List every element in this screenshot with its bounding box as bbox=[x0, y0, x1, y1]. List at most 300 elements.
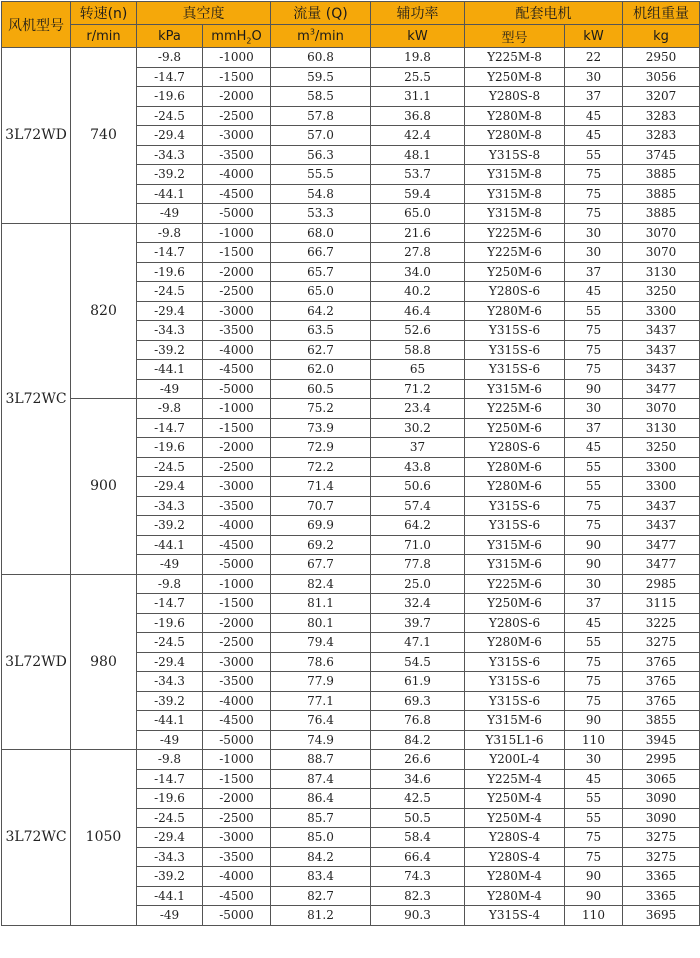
vacuum-mmh2o-cell: -1000 bbox=[203, 574, 271, 594]
flow-cell: 65.0 bbox=[271, 282, 371, 302]
weight-cell: 3275 bbox=[623, 828, 700, 848]
fan-spec-table bbox=[1, 1, 700, 926]
motor-kw-cell: 45 bbox=[565, 282, 623, 302]
motor-model-cell: Y315M-6 bbox=[465, 711, 565, 731]
power-cell: 48.1 bbox=[371, 145, 465, 165]
flow-cell: 60.8 bbox=[271, 48, 371, 68]
motor-kw-cell: 30 bbox=[565, 750, 623, 770]
vacuum-mmh2o-cell: -4500 bbox=[203, 711, 271, 731]
vacuum-kpa-cell: -49 bbox=[137, 906, 203, 926]
weight-cell: 3885 bbox=[623, 165, 700, 185]
vacuum-kpa-cell: -49 bbox=[137, 730, 203, 750]
weight-cell: 3855 bbox=[623, 711, 700, 731]
weight-cell: 2985 bbox=[623, 574, 700, 594]
motor-kw-cell: 75 bbox=[565, 516, 623, 536]
vacuum-mmh2o-cell: -4000 bbox=[203, 516, 271, 536]
vacuum-kpa-cell: -14.7 bbox=[137, 67, 203, 87]
power-cell: 54.5 bbox=[371, 652, 465, 672]
motor-kw-cell: 37 bbox=[565, 87, 623, 107]
vacuum-mmh2o-cell: -3000 bbox=[203, 477, 271, 497]
table-row bbox=[2, 399, 700, 419]
flow-cell: 88.7 bbox=[271, 750, 371, 770]
power-cell: 39.7 bbox=[371, 613, 465, 633]
motor-model-cell: Y315M-6 bbox=[465, 555, 565, 575]
vacuum-mmh2o-cell: -3500 bbox=[203, 145, 271, 165]
vacuum-mmh2o-cell: -4000 bbox=[203, 867, 271, 887]
weight-cell: 3300 bbox=[623, 301, 700, 321]
power-cell: 74.3 bbox=[371, 867, 465, 887]
power-cell: 31.1 bbox=[371, 87, 465, 107]
vacuum-kpa-cell: -14.7 bbox=[137, 243, 203, 263]
vacuum-mmh2o-cell: -5000 bbox=[203, 204, 271, 224]
vacuum-kpa-cell: -44.1 bbox=[137, 886, 203, 906]
power-cell: 84.2 bbox=[371, 730, 465, 750]
power-cell: 69.3 bbox=[371, 691, 465, 711]
table-row bbox=[2, 574, 700, 594]
weight-cell: 3250 bbox=[623, 282, 700, 302]
vacuum-mmh2o-cell: -4000 bbox=[203, 340, 271, 360]
motor-model-cell: Y280M-6 bbox=[465, 633, 565, 653]
flow-cell: 56.3 bbox=[271, 145, 371, 165]
weight-cell: 3437 bbox=[623, 496, 700, 516]
vacuum-kpa-cell: -39.2 bbox=[137, 165, 203, 185]
vacuum-kpa-cell: -34.3 bbox=[137, 145, 203, 165]
weight-cell: 3065 bbox=[623, 769, 700, 789]
motor-model-cell: Y225M-6 bbox=[465, 574, 565, 594]
power-cell: 34.6 bbox=[371, 769, 465, 789]
model-cell: 3L72WC bbox=[2, 223, 71, 574]
vacuum-mmh2o-cell: -3500 bbox=[203, 496, 271, 516]
power-cell: 25.0 bbox=[371, 574, 465, 594]
motor-model-cell: Y315L1-6 bbox=[465, 730, 565, 750]
model-cell: 3L72WD bbox=[2, 48, 71, 224]
motor-kw-cell: 75 bbox=[565, 321, 623, 341]
motor-kw-cell: 90 bbox=[565, 555, 623, 575]
power-cell: 30.2 bbox=[371, 418, 465, 438]
motor-kw-cell: 37 bbox=[565, 418, 623, 438]
motor-model-cell: Y280S-6 bbox=[465, 613, 565, 633]
power-cell: 58.8 bbox=[371, 340, 465, 360]
motor-model-cell: Y250M-8 bbox=[465, 67, 565, 87]
motor-model-cell: Y280M-8 bbox=[465, 106, 565, 126]
flow-cell: 54.8 bbox=[271, 184, 371, 204]
vacuum-mmh2o-cell: -2000 bbox=[203, 789, 271, 809]
unit-motor-kw: kW bbox=[565, 25, 623, 48]
vacuum-kpa-cell: -44.1 bbox=[137, 535, 203, 555]
power-cell: 65 bbox=[371, 360, 465, 380]
flow-cell: 59.5 bbox=[271, 67, 371, 87]
motor-kw-cell: 45 bbox=[565, 769, 623, 789]
weight-cell: 3283 bbox=[623, 106, 700, 126]
vacuum-mmh2o-cell: -1500 bbox=[203, 67, 271, 87]
weight-cell: 3300 bbox=[623, 457, 700, 477]
vacuum-kpa-cell: -9.8 bbox=[137, 48, 203, 68]
weight-cell: 3130 bbox=[623, 262, 700, 282]
flow-cell: 62.7 bbox=[271, 340, 371, 360]
flow-cell: 62.0 bbox=[271, 360, 371, 380]
vacuum-mmh2o-cell: -1500 bbox=[203, 594, 271, 614]
power-cell: 77.8 bbox=[371, 555, 465, 575]
vacuum-kpa-cell: -24.5 bbox=[137, 457, 203, 477]
vacuum-mmh2o-cell: -2000 bbox=[203, 262, 271, 282]
motor-model-cell: Y315S-6 bbox=[465, 496, 565, 516]
vacuum-mmh2o-cell: -2500 bbox=[203, 282, 271, 302]
motor-kw-cell: 30 bbox=[565, 223, 623, 243]
unit-speed: r/min bbox=[71, 25, 137, 48]
weight-cell: 3437 bbox=[623, 321, 700, 341]
vacuum-kpa-cell: -14.7 bbox=[137, 594, 203, 614]
power-cell: 71.2 bbox=[371, 379, 465, 399]
vacuum-kpa-cell: -39.2 bbox=[137, 340, 203, 360]
motor-model-cell: Y315M-6 bbox=[465, 535, 565, 555]
flow-cell: 58.5 bbox=[271, 87, 371, 107]
motor-kw-cell: 75 bbox=[565, 652, 623, 672]
flow-cell: 85.0 bbox=[271, 828, 371, 848]
flow-cell: 77.9 bbox=[271, 672, 371, 692]
vacuum-mmh2o-cell: -5000 bbox=[203, 730, 271, 750]
header-row-1 bbox=[2, 2, 700, 25]
vacuum-kpa-cell: -9.8 bbox=[137, 399, 203, 419]
motor-model-cell: Y315S-6 bbox=[465, 360, 565, 380]
motor-kw-cell: 75 bbox=[565, 691, 623, 711]
vacuum-kpa-cell: -44.1 bbox=[137, 184, 203, 204]
motor-kw-cell: 45 bbox=[565, 106, 623, 126]
power-cell: 82.3 bbox=[371, 886, 465, 906]
motor-model-cell: Y250M-6 bbox=[465, 262, 565, 282]
power-cell: 23.4 bbox=[371, 399, 465, 419]
power-cell: 37 bbox=[371, 438, 465, 458]
power-cell: 21.6 bbox=[371, 223, 465, 243]
motor-model-cell: Y280M-6 bbox=[465, 477, 565, 497]
motor-kw-cell: 55 bbox=[565, 808, 623, 828]
motor-model-cell: Y225M-6 bbox=[465, 223, 565, 243]
motor-model-cell: Y225M-4 bbox=[465, 769, 565, 789]
vacuum-kpa-cell: -29.4 bbox=[137, 477, 203, 497]
vacuum-kpa-cell: -19.6 bbox=[137, 87, 203, 107]
header-motor: 配套电机 bbox=[465, 2, 623, 25]
motor-kw-cell: 75 bbox=[565, 184, 623, 204]
power-cell: 26.6 bbox=[371, 750, 465, 770]
motor-kw-cell: 45 bbox=[565, 438, 623, 458]
motor-kw-cell: 90 bbox=[565, 886, 623, 906]
vacuum-kpa-cell: -39.2 bbox=[137, 691, 203, 711]
table-row bbox=[2, 48, 700, 68]
speed-cell: 820 bbox=[71, 223, 137, 399]
flow-cell: 72.9 bbox=[271, 438, 371, 458]
power-cell: 36.8 bbox=[371, 106, 465, 126]
header-vacuum: 真空度 bbox=[137, 2, 271, 25]
flow-cell: 60.5 bbox=[271, 379, 371, 399]
weight-cell: 3300 bbox=[623, 477, 700, 497]
motor-model-cell: Y315S-4 bbox=[465, 906, 565, 926]
vacuum-mmh2o-cell: -3500 bbox=[203, 321, 271, 341]
unit-motor-model: 型号 bbox=[465, 25, 565, 48]
flow-cell: 80.1 bbox=[271, 613, 371, 633]
weight-cell: 3275 bbox=[623, 847, 700, 867]
motor-model-cell: Y280M-8 bbox=[465, 126, 565, 146]
power-cell: 52.6 bbox=[371, 321, 465, 341]
motor-model-cell: Y225M-6 bbox=[465, 399, 565, 419]
vacuum-kpa-cell: -29.4 bbox=[137, 652, 203, 672]
motor-model-cell: Y250M-6 bbox=[465, 594, 565, 614]
flow-cell: 78.6 bbox=[271, 652, 371, 672]
vacuum-mmh2o-cell: -1500 bbox=[203, 418, 271, 438]
vacuum-mmh2o-cell: -3000 bbox=[203, 301, 271, 321]
motor-kw-cell: 55 bbox=[565, 301, 623, 321]
vacuum-kpa-cell: -14.7 bbox=[137, 769, 203, 789]
flow-cell: 72.2 bbox=[271, 457, 371, 477]
motor-kw-cell: 45 bbox=[565, 126, 623, 146]
power-cell: 66.4 bbox=[371, 847, 465, 867]
vacuum-mmh2o-cell: -5000 bbox=[203, 906, 271, 926]
motor-kw-cell: 75 bbox=[565, 847, 623, 867]
motor-kw-cell: 110 bbox=[565, 906, 623, 926]
vacuum-kpa-cell: -34.3 bbox=[137, 496, 203, 516]
vacuum-kpa-cell: -34.3 bbox=[137, 321, 203, 341]
weight-cell: 3070 bbox=[623, 399, 700, 419]
motor-model-cell: Y315S-6 bbox=[465, 321, 565, 341]
flow-cell: 74.9 bbox=[271, 730, 371, 750]
motor-model-cell: Y315M-8 bbox=[465, 165, 565, 185]
weight-cell: 3885 bbox=[623, 184, 700, 204]
motor-model-cell: Y315S-6 bbox=[465, 652, 565, 672]
weight-cell: 3477 bbox=[623, 555, 700, 575]
power-cell: 43.8 bbox=[371, 457, 465, 477]
weight-cell: 3477 bbox=[623, 379, 700, 399]
motor-kw-cell: 30 bbox=[565, 399, 623, 419]
vacuum-kpa-cell: -39.2 bbox=[137, 516, 203, 536]
power-cell: 34.0 bbox=[371, 262, 465, 282]
power-cell: 71.0 bbox=[371, 535, 465, 555]
motor-kw-cell: 90 bbox=[565, 379, 623, 399]
flow-cell: 73.9 bbox=[271, 418, 371, 438]
motor-model-cell: Y280S-4 bbox=[465, 847, 565, 867]
flow-cell: 68.0 bbox=[271, 223, 371, 243]
motor-model-cell: Y280M-4 bbox=[465, 886, 565, 906]
vacuum-kpa-cell: -9.8 bbox=[137, 750, 203, 770]
power-cell: 25.5 bbox=[371, 67, 465, 87]
motor-model-cell: Y315S-8 bbox=[465, 145, 565, 165]
vacuum-mmh2o-cell: -1000 bbox=[203, 48, 271, 68]
motor-kw-cell: 90 bbox=[565, 867, 623, 887]
vacuum-mmh2o-cell: -1000 bbox=[203, 223, 271, 243]
motor-kw-cell: 55 bbox=[565, 457, 623, 477]
flow-cell: 79.4 bbox=[271, 633, 371, 653]
weight-cell: 3745 bbox=[623, 145, 700, 165]
motor-model-cell: Y280M-6 bbox=[465, 457, 565, 477]
vacuum-mmh2o-cell: -2000 bbox=[203, 438, 271, 458]
flow-cell: 66.7 bbox=[271, 243, 371, 263]
flow-cell: 81.2 bbox=[271, 906, 371, 926]
power-cell: 90.3 bbox=[371, 906, 465, 926]
vacuum-mmh2o-cell: -5000 bbox=[203, 555, 271, 575]
motor-model-cell: Y280S-6 bbox=[465, 282, 565, 302]
power-cell: 65.0 bbox=[371, 204, 465, 224]
vacuum-mmh2o-cell: -3000 bbox=[203, 652, 271, 672]
weight-cell: 3090 bbox=[623, 808, 700, 828]
weight-cell: 3283 bbox=[623, 126, 700, 146]
speed-cell: 1050 bbox=[71, 750, 137, 926]
weight-cell: 3056 bbox=[623, 67, 700, 87]
power-cell: 64.2 bbox=[371, 516, 465, 536]
motor-model-cell: Y280S-8 bbox=[465, 87, 565, 107]
motor-model-cell: Y315M-6 bbox=[465, 379, 565, 399]
vacuum-kpa-cell: -24.5 bbox=[137, 633, 203, 653]
header-weight: 机组重量 bbox=[623, 2, 700, 25]
power-cell: 27.8 bbox=[371, 243, 465, 263]
vacuum-mmh2o-cell: -1500 bbox=[203, 769, 271, 789]
vacuum-mmh2o-cell: -2500 bbox=[203, 457, 271, 477]
vacuum-mmh2o-cell: -3500 bbox=[203, 847, 271, 867]
vacuum-kpa-cell: -9.8 bbox=[137, 574, 203, 594]
weight-cell: 3225 bbox=[623, 613, 700, 633]
vacuum-kpa-cell: -29.4 bbox=[137, 828, 203, 848]
motor-kw-cell: 75 bbox=[565, 496, 623, 516]
weight-cell: 3250 bbox=[623, 438, 700, 458]
vacuum-mmh2o-cell: -3000 bbox=[203, 126, 271, 146]
flow-cell: 71.4 bbox=[271, 477, 371, 497]
motor-model-cell: Y315S-6 bbox=[465, 516, 565, 536]
motor-model-cell: Y280S-6 bbox=[465, 438, 565, 458]
power-cell: 50.6 bbox=[371, 477, 465, 497]
flow-cell: 82.4 bbox=[271, 574, 371, 594]
vacuum-mmh2o-cell: -4500 bbox=[203, 360, 271, 380]
vacuum-kpa-cell: -29.4 bbox=[137, 301, 203, 321]
vacuum-kpa-cell: -49 bbox=[137, 379, 203, 399]
flow-cell: 81.1 bbox=[271, 594, 371, 614]
motor-kw-cell: 75 bbox=[565, 340, 623, 360]
motor-kw-cell: 110 bbox=[565, 730, 623, 750]
weight-cell: 3365 bbox=[623, 886, 700, 906]
motor-model-cell: Y315M-8 bbox=[465, 204, 565, 224]
weight-cell: 3275 bbox=[623, 633, 700, 653]
vacuum-kpa-cell: -19.6 bbox=[137, 438, 203, 458]
weight-cell: 3437 bbox=[623, 360, 700, 380]
motor-model-cell: Y315M-8 bbox=[465, 184, 565, 204]
motor-kw-cell: 55 bbox=[565, 145, 623, 165]
flow-cell: 84.2 bbox=[271, 847, 371, 867]
weight-cell: 3885 bbox=[623, 204, 700, 224]
table-body bbox=[2, 48, 700, 926]
flow-cell: 83.4 bbox=[271, 867, 371, 887]
motor-kw-cell: 30 bbox=[565, 243, 623, 263]
power-cell: 46.4 bbox=[371, 301, 465, 321]
weight-cell: 3945 bbox=[623, 730, 700, 750]
motor-kw-cell: 37 bbox=[565, 262, 623, 282]
power-cell: 19.8 bbox=[371, 48, 465, 68]
model-cell: 3L72WC bbox=[2, 750, 71, 926]
power-cell: 58.4 bbox=[371, 828, 465, 848]
speed-cell: 900 bbox=[71, 399, 137, 575]
vacuum-mmh2o-cell: -4000 bbox=[203, 165, 271, 185]
vacuum-kpa-cell: -24.5 bbox=[137, 282, 203, 302]
vacuum-kpa-cell: -44.1 bbox=[137, 711, 203, 731]
motor-kw-cell: 75 bbox=[565, 672, 623, 692]
weight-cell: 2995 bbox=[623, 750, 700, 770]
vacuum-kpa-cell: -24.5 bbox=[137, 106, 203, 126]
vacuum-kpa-cell: -34.3 bbox=[137, 847, 203, 867]
weight-cell: 3115 bbox=[623, 594, 700, 614]
motor-model-cell: Y225M-8 bbox=[465, 48, 565, 68]
motor-kw-cell: 22 bbox=[565, 48, 623, 68]
power-cell: 50.5 bbox=[371, 808, 465, 828]
vacuum-kpa-cell: -9.8 bbox=[137, 223, 203, 243]
motor-kw-cell: 55 bbox=[565, 633, 623, 653]
vacuum-kpa-cell: -24.5 bbox=[137, 808, 203, 828]
vacuum-kpa-cell: -19.6 bbox=[137, 613, 203, 633]
model-cell: 3L72WD bbox=[2, 574, 71, 750]
flow-cell: 63.5 bbox=[271, 321, 371, 341]
flow-cell: 77.1 bbox=[271, 691, 371, 711]
motor-kw-cell: 75 bbox=[565, 828, 623, 848]
motor-model-cell: Y250M-4 bbox=[465, 808, 565, 828]
motor-model-cell: Y250M-6 bbox=[465, 418, 565, 438]
flow-cell: 57.0 bbox=[271, 126, 371, 146]
power-cell: 59.4 bbox=[371, 184, 465, 204]
motor-model-cell: Y225M-6 bbox=[465, 243, 565, 263]
vacuum-mmh2o-cell: -2000 bbox=[203, 87, 271, 107]
motor-kw-cell: 30 bbox=[565, 574, 623, 594]
weight-cell: 3130 bbox=[623, 418, 700, 438]
flow-cell: 86.4 bbox=[271, 789, 371, 809]
speed-cell: 740 bbox=[71, 48, 137, 224]
flow-cell: 64.2 bbox=[271, 301, 371, 321]
motor-kw-cell: 30 bbox=[565, 67, 623, 87]
motor-kw-cell: 90 bbox=[565, 711, 623, 731]
vacuum-mmh2o-cell: -4500 bbox=[203, 886, 271, 906]
vacuum-kpa-cell: -49 bbox=[137, 204, 203, 224]
unit-flow: $m^3/\min$ bbox=[271, 25, 371, 48]
flow-cell: 69.9 bbox=[271, 516, 371, 536]
vacuum-kpa-cell: -29.4 bbox=[137, 126, 203, 146]
header-row-2 bbox=[2, 25, 700, 48]
vacuum-mmh2o-cell: -3000 bbox=[203, 828, 271, 848]
vacuum-mmh2o-cell: -4500 bbox=[203, 184, 271, 204]
flow-cell: 57.8 bbox=[271, 106, 371, 126]
motor-model-cell: Y315S-6 bbox=[465, 340, 565, 360]
vacuum-mmh2o-cell: -2000 bbox=[203, 613, 271, 633]
flow-cell: 53.3 bbox=[271, 204, 371, 224]
motor-model-cell: Y280S-4 bbox=[465, 828, 565, 848]
vacuum-kpa-cell: -44.1 bbox=[137, 360, 203, 380]
vacuum-kpa-cell: -39.2 bbox=[137, 867, 203, 887]
power-cell: 53.7 bbox=[371, 165, 465, 185]
table-row bbox=[2, 750, 700, 770]
power-cell: 32.4 bbox=[371, 594, 465, 614]
vacuum-mmh2o-cell: -1500 bbox=[203, 243, 271, 263]
vacuum-kpa-cell: -19.6 bbox=[137, 789, 203, 809]
vacuum-kpa-cell: -34.3 bbox=[137, 672, 203, 692]
vacuum-mmh2o-cell: -2500 bbox=[203, 106, 271, 126]
flow-cell: 55.5 bbox=[271, 165, 371, 185]
header-power: 辅功率 bbox=[371, 2, 465, 25]
vacuum-kpa-cell: -19.6 bbox=[137, 262, 203, 282]
weight-cell: 3765 bbox=[623, 691, 700, 711]
table-row bbox=[2, 223, 700, 243]
power-cell: 42.5 bbox=[371, 789, 465, 809]
flow-cell: 69.2 bbox=[271, 535, 371, 555]
vacuum-mmh2o-cell: -5000 bbox=[203, 379, 271, 399]
power-cell: 42.4 bbox=[371, 126, 465, 146]
weight-cell: 3437 bbox=[623, 340, 700, 360]
motor-kw-cell: 75 bbox=[565, 165, 623, 185]
flow-cell: 65.7 bbox=[271, 262, 371, 282]
vacuum-mmh2o-cell: -1000 bbox=[203, 399, 271, 419]
power-cell: 61.9 bbox=[371, 672, 465, 692]
motor-model-cell: Y315S-6 bbox=[465, 691, 565, 711]
table-header bbox=[2, 2, 700, 48]
weight-cell: 3207 bbox=[623, 87, 700, 107]
